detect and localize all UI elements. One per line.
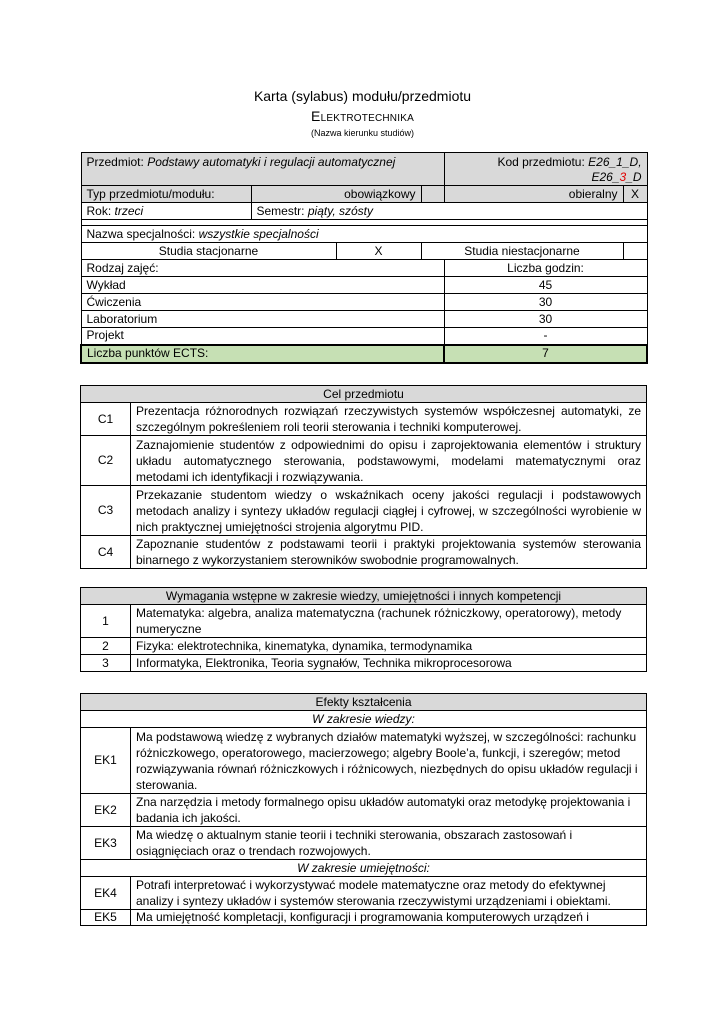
- goal-text: Prezentacja różnorodnych rozwiązań rzeczywistych systemów współczesnej automatyki, ze szczególnym pokreśleniem roli teorii sterowania i techniki komputerowej.: [131, 403, 647, 436]
- code-label: Kod przedmiotu:: [497, 155, 589, 169]
- knowledge-title: W zakresie wiedzy:: [81, 711, 647, 728]
- subject-label: Przedmiot:: [86, 155, 148, 169]
- year-cell: Rok: trzeci: [81, 203, 251, 220]
- requirement-row: [81, 638, 647, 655]
- specialization-value: wszystkie specjalności: [198, 226, 319, 241]
- requirements-title: Wymagania wstępne w zakresie wiedzy, umiejętności i innych kompetencji: [81, 588, 647, 605]
- outcome-row: [81, 728, 647, 794]
- semester-cell: Semestr: piąty, szósty: [251, 203, 647, 220]
- requirement-text: Matematyka: algebra, analiza matematyczna (rachunek różniczkowy, operatorowy), metody numeryczne: [131, 605, 647, 638]
- goal-id: C2: [81, 436, 131, 486]
- field-name-first: E: [311, 108, 321, 124]
- semester-value: piąty, szósty: [307, 203, 373, 218]
- type-mandatory-mark: [421, 186, 444, 203]
- study-full-time: Studia stacjonarne: [81, 243, 336, 260]
- class-name: Laboratorium: [81, 311, 444, 328]
- outcome-text: Ma wiedzę o aktualnym stanie teorii i techniki sterowania, obszarach zastosowań i osiągnięciach oraz o trendach rozwojowych.: [131, 827, 647, 860]
- requirement-text: Informatyka, Elektronika, Teoria sygnałów, Technika mikroprocesorowa: [131, 655, 647, 672]
- field-note: (Nazwa kierunku studiów): [310, 128, 415, 138]
- study-part-time-mark: [623, 243, 647, 260]
- goals-table: [80, 385, 647, 569]
- field-name-rest: lektrotechnika: [320, 108, 414, 124]
- goal-row: [81, 436, 647, 486]
- outcome-row: [81, 910, 647, 926]
- outcome-text: Ma podstawową wiedzę z wybranych działów matematyki wyższej, w szczególności: rachunku różniczkowego, operatorowego, macierzowego; algebry Boole’a, funkcji, i szeregów; metod rozwiązywania równań różniczkowych i różnicowych, niezbędnych do opisu układów regulacji i sterowania.: [131, 728, 647, 794]
- requirement-row: [81, 605, 647, 638]
- year-value: trzeci: [114, 203, 144, 218]
- outcome-id: EK1: [81, 728, 131, 794]
- ects-value: 7: [444, 345, 647, 363]
- type-elective: obieralny: [444, 186, 623, 203]
- outcome-row: [81, 877, 647, 910]
- subject-table: [80, 152, 648, 364]
- class-hours: 30: [444, 294, 647, 311]
- goal-row: [81, 536, 647, 569]
- class-name: Projekt: [81, 328, 444, 345]
- goal-text: Zaznajomienie studentów z odpowiednimi do opisu i zaprojektowania elementów i struktury układu automatycznego sterowania, podstawowymi, modelami matematycznymi oraz metodami ich identyfikacji i rozwiązywania.: [131, 436, 647, 486]
- skills-title: W zakresie umiejętności:: [81, 860, 647, 877]
- specialization-cell: Nazwa specjalności: wszystkie specjalności: [81, 226, 647, 243]
- outcome-id: EK3: [81, 827, 131, 860]
- goal-text: Przekazanie studentom wiedzy o wskaźnikach oceny jakości regulacji i podstawowych metodach analizy i syntezy układów regulacji ciągłej i cyfrowej, w szczególności wyrobienie w nich praktycznej umiejętności strojenia algorytmu PID.: [131, 486, 647, 536]
- hours-header: Liczba godzin:: [444, 260, 647, 277]
- goal-row: [81, 486, 647, 536]
- goal-id: C4: [81, 536, 131, 569]
- type-mandatory: obowiązkowy: [251, 186, 421, 203]
- outcome-text: Zna narzędzia i metody formalnego opisu układów automatyki oraz metodykę projektowania i badania ich jakości.: [131, 794, 647, 827]
- subject-name-cell: [81, 153, 444, 186]
- study-part-time: Studia niestacjonarne: [421, 243, 623, 260]
- class-hours: 45: [444, 277, 647, 294]
- class-name: Ćwiczenia: [81, 294, 444, 311]
- goals-title: Cel przedmiotu: [81, 386, 647, 403]
- type-elective-mark: X: [623, 186, 647, 203]
- requirements-table: [80, 587, 647, 672]
- requirement-id: 3: [81, 655, 131, 672]
- class-hours: 30: [444, 311, 647, 328]
- requirement-id: 2: [81, 638, 131, 655]
- class-hours: -: [444, 328, 647, 345]
- code-line2: E26_3_D: [591, 170, 642, 184]
- document-title: Karta (sylabus) modułu/przedmiotu: [253, 88, 472, 104]
- goal-id: C1: [81, 403, 131, 436]
- outcome-row: [81, 794, 647, 827]
- ects-label: Liczba punktów ECTS:: [81, 345, 444, 363]
- outcome-text: Ma umiejętność kompletacji, konfiguracji i programowania komputerowych urządzeń i: [131, 910, 647, 926]
- goal-id: C3: [81, 486, 131, 536]
- subject-name: Podstawy automatyki i regulacji automatycznej: [147, 155, 396, 169]
- field-name: [0, 108, 725, 124]
- outcome-text: Potrafi interpretować i wykorzystywać modele matematyczne oraz metody do efektywnej analizy i syntezy układów i systemów sterowania rzeczywistymi urządzeniami i obiektami.: [131, 877, 647, 910]
- requirement-id: 1: [81, 605, 131, 638]
- outcomes-table: [80, 693, 647, 926]
- outcome-id: EK2: [81, 794, 131, 827]
- subject-code-cell: [444, 153, 647, 186]
- outcomes-title: Efekty kształcenia: [81, 694, 647, 711]
- requirement-row: [81, 655, 647, 672]
- outcome-id: EK5: [81, 910, 131, 926]
- outcome-row: [81, 827, 647, 860]
- code-line1: E26_1_D,: [588, 155, 642, 169]
- classes-header: Rodzaj zajęć:: [81, 260, 444, 277]
- requirement-text: Fizyka: elektrotechnika, kinematyka, dynamika, termodynamika: [131, 638, 647, 655]
- goal-text: Zapoznanie studentów z podstawami teorii i praktyki projektowania systemów sterowania binarnego z wykorzystaniem sterowników swobodnie programowalnych.: [131, 536, 647, 569]
- outcome-id: EK4: [81, 877, 131, 910]
- class-name: Wykład: [81, 277, 444, 294]
- type-label: Typ przedmiotu/modułu:: [81, 186, 251, 203]
- goal-row: [81, 403, 647, 436]
- study-full-time-mark: X: [336, 243, 421, 260]
